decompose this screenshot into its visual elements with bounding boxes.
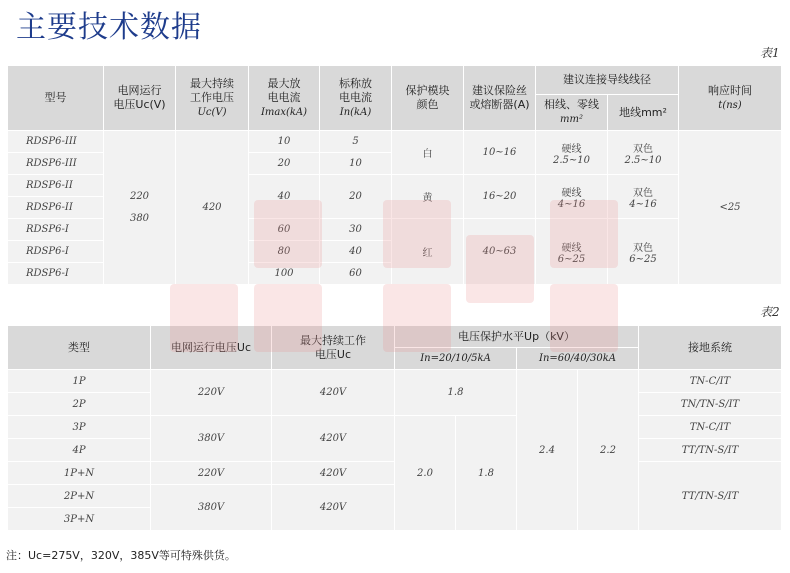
wire-phase-cell: 硬线 6~25 (536, 219, 608, 285)
grid-voltage-cell: 220V (151, 370, 272, 416)
header-grid-voltage: 电网运行 电压Uc(V) (104, 66, 176, 131)
header-max-voltage: 最大持续工作 电压Uc (272, 326, 395, 370)
type-cell: 2P (8, 393, 151, 416)
wire-phase-cell: 硬线 2.5~10 (536, 131, 608, 175)
fuse-cell: 16~20 (464, 175, 536, 219)
grid-voltage-cell: 220 380 (104, 131, 176, 285)
header-model: 型号 (8, 66, 104, 131)
grid-voltage-cell: 220V (151, 462, 272, 485)
model-cell: RDSP6-III (8, 131, 104, 153)
header-max-voltage: 最大持续 工作电压 Uc(V) (176, 66, 249, 131)
footnote: 注：Uc=275V，320V，385V等可特殊供货。 (6, 549, 236, 562)
header-in: 标称放 电电流 In(kA) (320, 66, 392, 131)
model-cell: RDSP6-II (8, 197, 104, 219)
in-cell: 30 (320, 219, 392, 241)
header-protection-a: In=20/10/5kA (395, 348, 517, 370)
table1-label: 表1 (760, 46, 780, 60)
in-cell: 40 (320, 241, 392, 263)
wire-ground-cell: 双色 6~25 (608, 219, 679, 285)
wire-ground-cell: 双色 4~16 (608, 175, 679, 219)
wire-phase-cell: 硬线 4~16 (536, 175, 608, 219)
earthing-cell: TN/TN-S/IT (639, 393, 782, 416)
earthing-cell: TT/TN-S/IT (639, 439, 782, 462)
up-a-cell: 2.0 (395, 416, 456, 531)
type-cell: 3P (8, 416, 151, 439)
header-grid-voltage: 电网运行电压Uc (151, 326, 272, 370)
header-wire-ground: 地线mm² (608, 95, 679, 131)
up-b-cell: 2.4 (517, 370, 578, 531)
header-imax: 最大放 电电流 Imax(kA) (249, 66, 320, 131)
imax-cell: 20 (249, 153, 320, 175)
model-cell: RDSP6-I (8, 241, 104, 263)
header-wire-phase: 相线、零线 mm² (536, 95, 608, 131)
up-b-cell: 2.2 (578, 370, 639, 531)
up-a-cell: 1.8 (395, 370, 517, 416)
table2-label: 表2 (760, 305, 780, 319)
type-cell: 2P+N (8, 485, 151, 508)
imax-cell: 10 (249, 131, 320, 153)
type-cell: 1P (8, 370, 151, 393)
grid-voltage-cell: 380V (151, 485, 272, 531)
type-cell: 1P+N (8, 462, 151, 485)
model-cell: RDSP6-I (8, 263, 104, 285)
module-color-cell: 黄 (392, 175, 464, 219)
header-wire: 建议连接导线线径 (536, 66, 679, 95)
max-voltage-cell: 420V (272, 370, 395, 416)
header-protection-level: 电压保护水平Up（kV） (395, 326, 639, 348)
header-earthing: 接地系统 (639, 326, 782, 370)
fuse-cell: 40~63 (464, 219, 536, 285)
header-fuse: 建议保险丝 或熔断器(A) (464, 66, 536, 131)
fuse-cell: 10~16 (464, 131, 536, 175)
earthing-cell: TN-C/IT (639, 416, 782, 439)
type-cell: 4P (8, 439, 151, 462)
model-cell: RDSP6-III (8, 153, 104, 175)
up-a-cell: 1.8 (456, 416, 517, 531)
type-cell: 3P+N (8, 508, 151, 531)
model-cell: RDSP6-II (8, 175, 104, 197)
header-protection-b: In=60/40/30kA (517, 348, 639, 370)
header-response: 响应时间 t(ns) (679, 66, 782, 131)
in-cell: 5 (320, 131, 392, 153)
earthing-cell: TN-C/IT (639, 370, 782, 393)
response-time-cell: <25 (679, 131, 782, 285)
grid-voltage-cell: 380V (151, 416, 272, 462)
in-cell: 60 (320, 263, 392, 285)
imax-cell: 40 (249, 175, 320, 219)
max-voltage-cell: 420V (272, 416, 395, 462)
max-voltage-cell: 420V (272, 485, 395, 531)
module-color-cell: 红 (392, 219, 464, 285)
imax-cell: 80 (249, 241, 320, 263)
max-voltage-cell: 420V (272, 462, 395, 485)
header-type: 类型 (8, 326, 151, 370)
in-cell: 20 (320, 175, 392, 219)
earthing-cell: TT/TN-S/IT (639, 462, 782, 531)
spec-table-1 (7, 65, 782, 285)
wire-ground-cell: 双色 2.5~10 (608, 131, 679, 175)
imax-cell: 60 (249, 219, 320, 241)
header-module-color: 保护模块 颜色 (392, 66, 464, 131)
in-cell: 10 (320, 153, 392, 175)
page-title: 主要技术数据 (16, 10, 202, 45)
max-voltage-cell: 420 (176, 131, 249, 285)
module-color-cell: 白 (392, 131, 464, 175)
model-cell: RDSP6-I (8, 219, 104, 241)
imax-cell: 100 (249, 263, 320, 285)
spec-table-2 (7, 325, 782, 531)
